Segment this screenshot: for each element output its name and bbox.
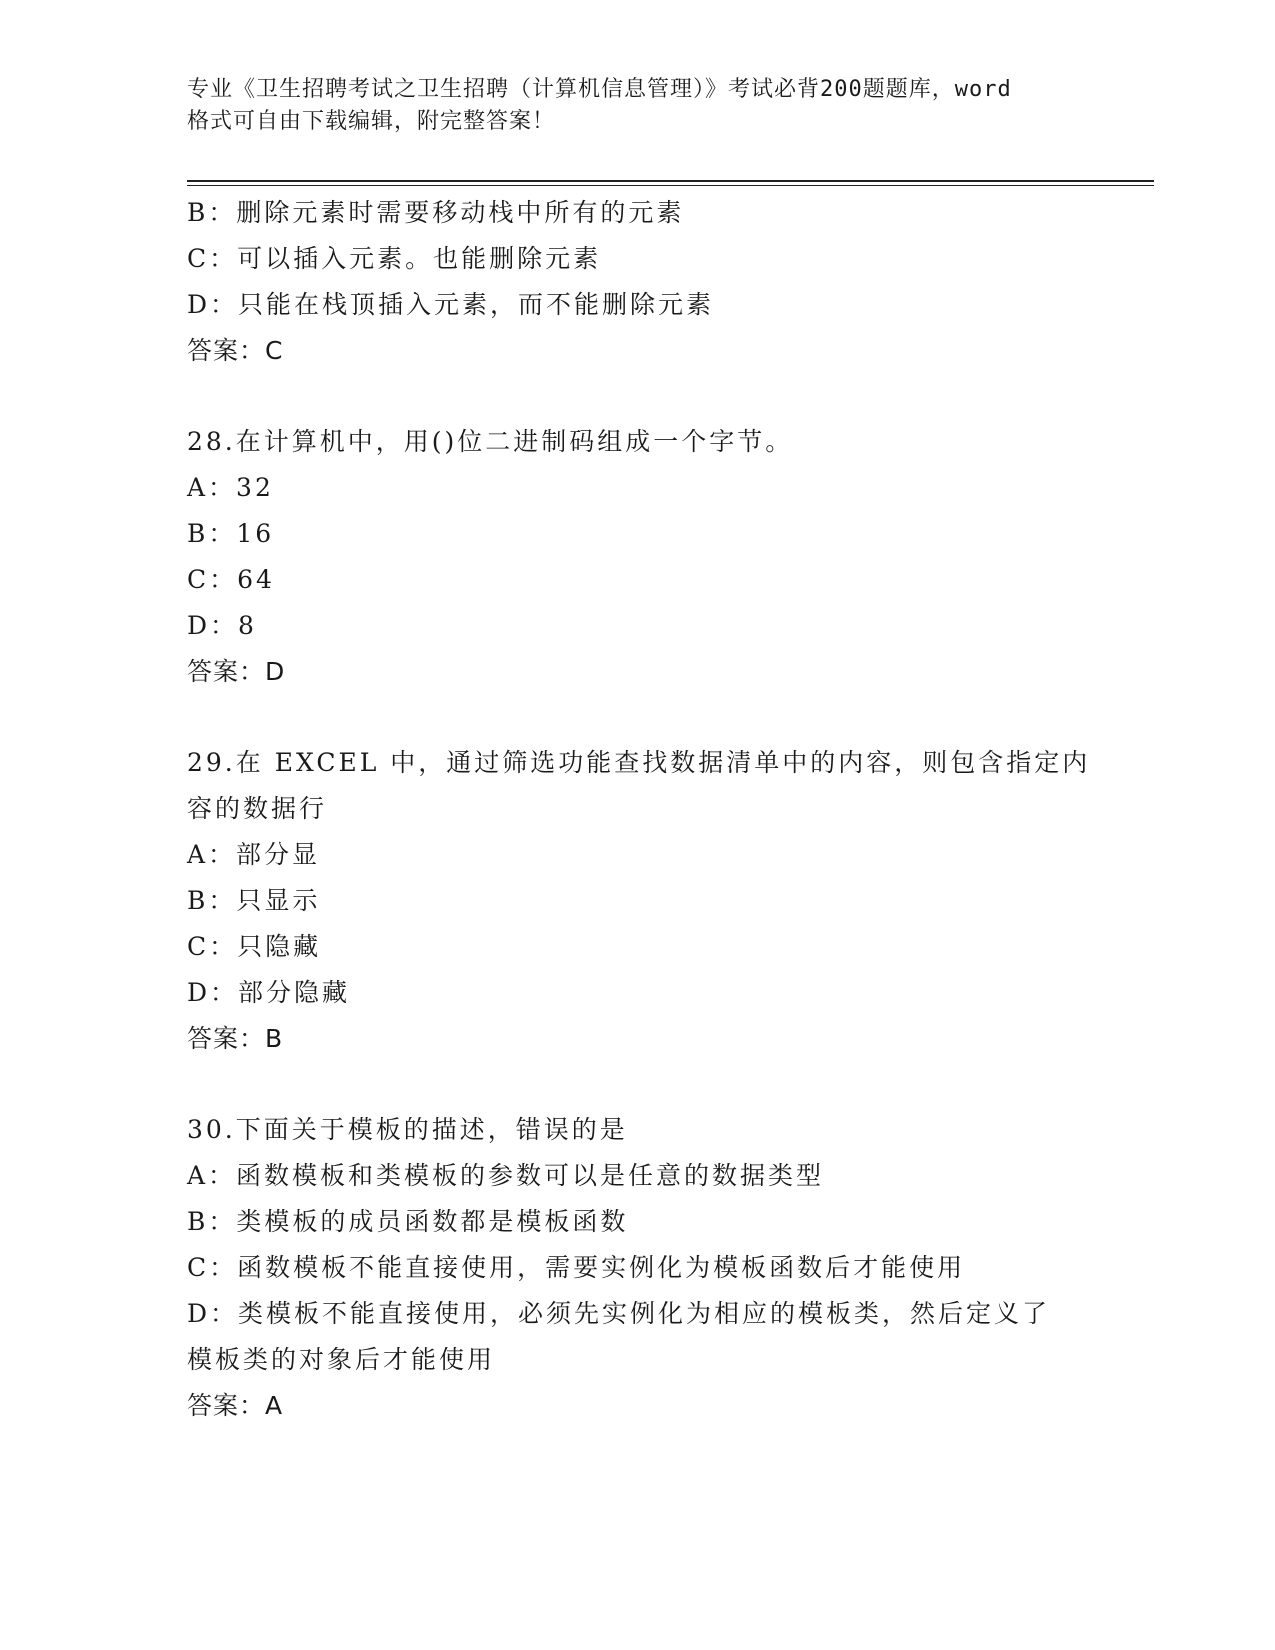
answer-line: 答案：B <box>187 1024 284 1053</box>
option-d: D：8 <box>187 611 257 640</box>
answer-line: 答案：C <box>187 336 284 365</box>
option-a: A：32 <box>187 473 274 502</box>
question-block-30 <box>187 1107 1087 1429</box>
question-block-29 <box>187 740 1091 1062</box>
option-d: D：类模板不能直接使用，必须先实例化为相应的模板类，然后定义了 <box>187 1299 1051 1328</box>
option-a: A：部分显 <box>187 840 321 869</box>
option-d: D：只能在栈顶插入元素，而不能删除元素 <box>187 290 715 319</box>
option-b: B：删除元素时需要移动栈中所有的元素 <box>187 198 685 227</box>
option-a: A：函数模板和类模板的参数可以是任意的数据类型 <box>187 1161 825 1190</box>
question-block-28 <box>187 419 1087 695</box>
question-text: 29.在 EXCEL 中，通过筛选功能查找数据清单中的内容，则包含指定内 <box>187 748 1091 777</box>
option-b: B：只显示 <box>187 886 321 915</box>
question-block-27 <box>187 190 1087 374</box>
question-text-continued: 容的数据行 <box>187 794 328 823</box>
spacer <box>187 374 1087 419</box>
option-b: B：16 <box>187 519 275 548</box>
option-c: C：只隐藏 <box>187 932 322 961</box>
question-text: 30.下面关于模板的描述，错误的是 <box>187 1115 628 1144</box>
header-rule-thin <box>187 185 1154 186</box>
option-c: C：函数模板不能直接使用，需要实例化为模板函数后才能使用 <box>187 1253 966 1282</box>
answer-line: 答案：A <box>187 1391 284 1420</box>
document-header <box>187 74 1087 138</box>
spacer <box>187 1062 1087 1107</box>
spacer <box>187 695 1087 740</box>
option-d: D：部分隐藏 <box>187 978 351 1007</box>
header-rule-thick <box>187 180 1154 182</box>
question-list <box>187 190 1091 1429</box>
option-b: B：类模板的成员函数都是模板函数 <box>187 1207 629 1236</box>
question-text: 28.在计算机中，用()位二进制码组成一个字节。 <box>187 427 794 456</box>
option-c: C：可以插入元素。也能删除元素 <box>187 244 602 273</box>
option-d-continued: 模板类的对象后才能使用 <box>187 1345 496 1374</box>
option-c: C：64 <box>187 565 275 594</box>
header-line-2: 格式可自由下载编辑，附完整答案！ <box>187 109 556 134</box>
answer-line: 答案：D <box>187 657 286 686</box>
header-line-1: 专业《卫生招聘考试之卫生招聘（计算机信息管理）》考试必背200题题库，word <box>187 77 1012 102</box>
